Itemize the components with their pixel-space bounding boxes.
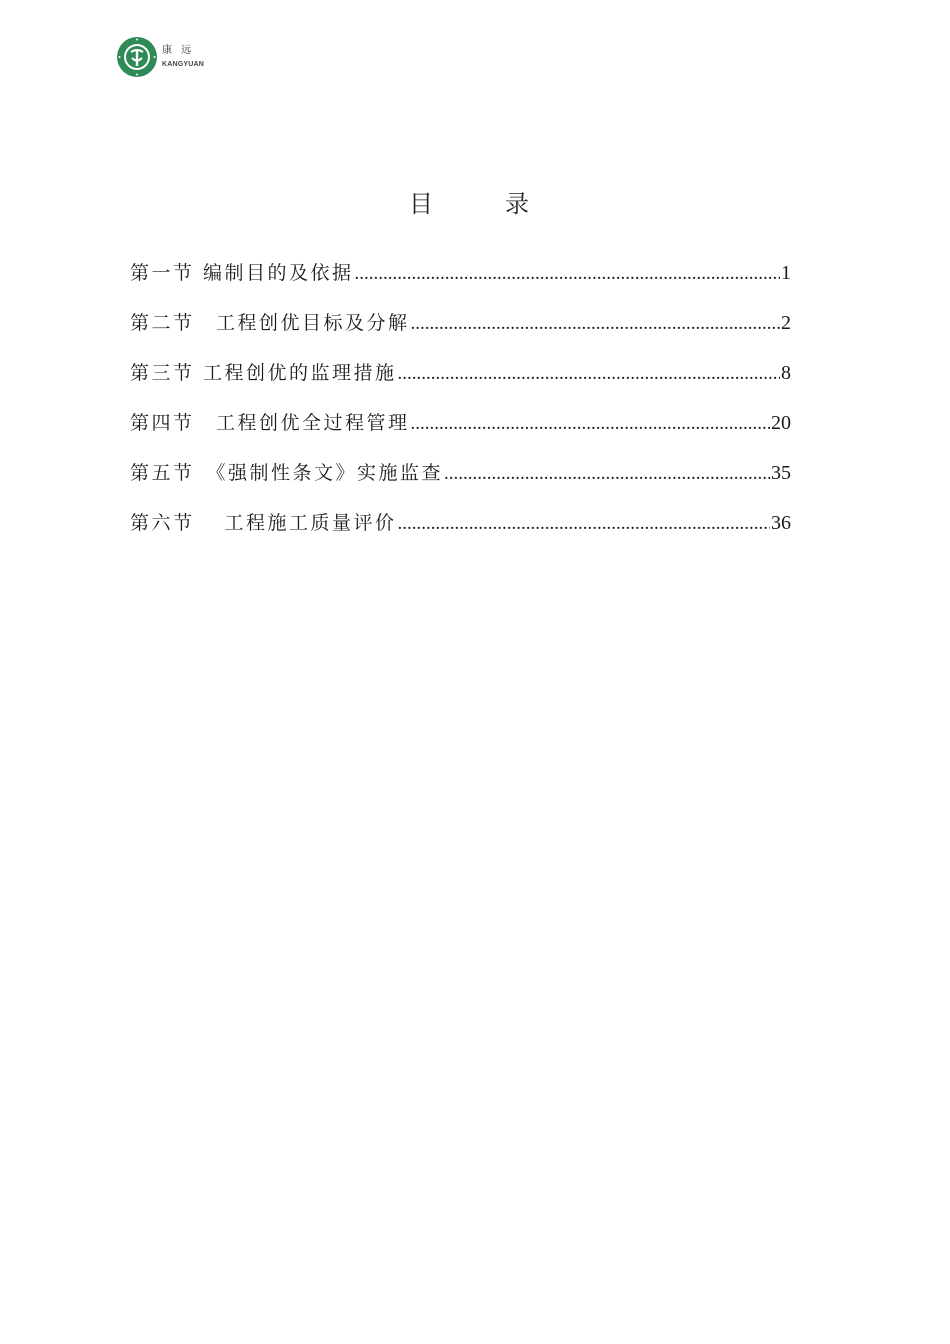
toc-entry-label: 第四节 工程创优全过程管理 [130,412,410,434]
toc-entry-page: 2 [781,312,791,334]
kangyuan-seal-logo-icon [116,36,158,78]
toc-entry[interactable] [130,508,791,558]
toc-entry-label: 第六节 工程施工质量评价 [130,512,397,534]
toc-entry-label: 第二节 工程创优目标及分解 [130,312,410,334]
toc-entry-page: 8 [781,362,791,384]
toc-entry-page: 36 [771,512,791,534]
toc-entry-label: 第五节 《强制性条文》实施监查 [130,462,444,484]
toc-dot-leader [444,463,770,485]
toc-dot-leader [411,413,770,435]
toc-entry[interactable] [130,358,791,408]
logo-english-name: KANGYUAN [162,61,205,68]
toc-entry-page: 20 [771,412,791,434]
toc-dot-leader [411,313,780,335]
toc-entry-page: 35 [771,462,791,484]
toc-dot-leader [398,363,780,385]
toc-entry[interactable] [130,458,791,508]
toc-dot-leader [355,263,780,285]
toc-entry-label: 第一节 编制目的及依据 [130,262,354,284]
toc-title: 目 录 [409,190,553,218]
toc-entry[interactable] [130,308,791,358]
toc-dot-leader [398,513,770,535]
company-logo [116,36,204,78]
toc-entry[interactable] [130,258,791,308]
logo-chinese-name: 康 远 [162,45,195,56]
toc-entry-page: 1 [781,262,791,284]
toc-entry-label: 第三节 工程创优的监理措施 [130,362,397,384]
toc-entry[interactable] [130,408,791,458]
toc-list [130,258,791,558]
